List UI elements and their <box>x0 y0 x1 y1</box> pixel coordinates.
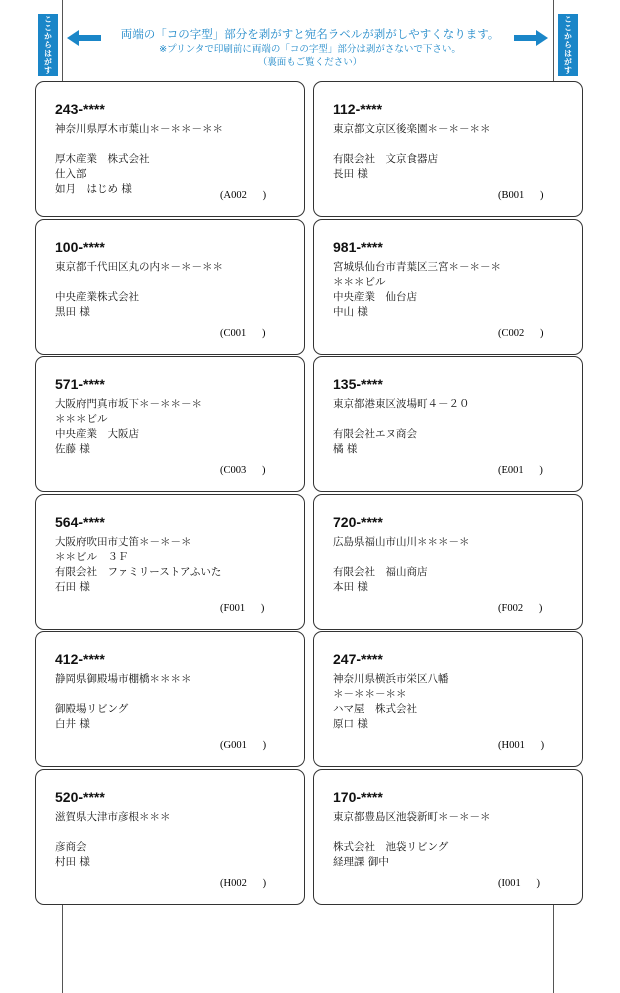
customer-code: (I001 ) <box>498 878 540 889</box>
address-line: ハマ屋 株式会社 <box>333 703 417 716</box>
address-line: 有限会社 ファミリーストアふいた <box>55 565 222 578</box>
address-line: 仕入部 <box>55 168 87 180</box>
customer-code: (C003 ) <box>220 465 266 477</box>
postal-code: 412-**** <box>55 651 105 668</box>
address-lines <box>333 810 491 870</box>
address-line: 東京都港東区波場町４－２０ <box>333 398 470 411</box>
address-label[interactable] <box>313 219 583 355</box>
customer-code: (H002 ) <box>220 878 267 889</box>
postal-code: 243-**** <box>55 101 105 117</box>
address-lines <box>55 535 221 595</box>
address-line: 中央産業 仙台店 <box>333 290 417 303</box>
postal-code: 135-**** <box>333 376 383 393</box>
peel-here-tab-left: ここからはがす <box>38 14 58 76</box>
address-label[interactable] <box>313 631 583 767</box>
address-line <box>333 825 491 840</box>
address-line: 有限会社 福山商店 <box>333 565 428 578</box>
address-line: 橘 様 <box>333 443 358 456</box>
address-label[interactable] <box>35 356 305 492</box>
address-line: 滋賀県大津市彦根＊＊＊ <box>55 811 171 823</box>
address-lines <box>333 122 491 182</box>
address-line: 東京都豊島区池袋新町＊－＊－＊ <box>333 811 491 823</box>
peel-strip-edge <box>62 0 63 82</box>
address-line: 宮城県仙台市青葉区三宮＊－＊－＊ <box>333 260 501 273</box>
address-line <box>55 275 223 290</box>
address-line: 本田 様 <box>333 580 368 593</box>
customer-code: (H001 ) <box>498 740 545 752</box>
address-line: 中央産業 大阪店 <box>55 428 139 441</box>
address-line: 黒田 様 <box>55 305 90 318</box>
address-line: ＊＊ビル ３Ｆ <box>55 550 129 563</box>
address-line <box>55 825 171 840</box>
address-line: 御殿場リビング <box>55 703 129 716</box>
address-line: 長田 様 <box>333 168 368 180</box>
address-label[interactable] <box>313 769 583 905</box>
address-lines <box>333 260 501 320</box>
address-line: 有限会社 文京食器店 <box>333 153 438 165</box>
customer-code: (E001 ) <box>498 465 543 477</box>
postal-code: 981-**** <box>333 238 383 255</box>
address-lines <box>55 260 223 320</box>
postal-code: 720-**** <box>333 513 383 530</box>
postal-code: 112-**** <box>333 101 383 117</box>
address-lines <box>55 672 192 732</box>
address-lines <box>55 122 223 197</box>
address-label[interactable] <box>35 494 305 630</box>
address-lines <box>333 672 449 732</box>
customer-code: (A002 ) <box>220 190 267 201</box>
address-line: 彦商会 <box>55 841 87 853</box>
address-label[interactable] <box>313 356 583 492</box>
address-line: 村田 様 <box>55 856 90 868</box>
address-line: 如月 はじめ 様 <box>55 183 132 195</box>
address-line: 神奈川県厚木市葉山＊－＊＊－＊＊ <box>55 123 223 135</box>
customer-code: (F002 ) <box>498 602 543 614</box>
print-warning: ※プリンタで印刷前に両端の「コの字型」部分は剥がさないで下さい。 <box>159 44 461 55</box>
address-line: 大阪府吹田市丈笛＊－＊－＊ <box>55 535 192 548</box>
postal-code: 100-**** <box>55 238 105 255</box>
address-line: 白井 様 <box>55 718 90 731</box>
postal-code: 571-**** <box>55 376 105 393</box>
peel-instruction: 両端の「コの字型」部分を剥がすと宛名ラベルが剥がしやすくなります。 <box>120 27 500 41</box>
customer-code: (C001 ) <box>220 327 266 339</box>
address-lines <box>55 810 171 870</box>
address-line: 経理課 御中 <box>333 856 389 868</box>
peel-strip-edge <box>553 905 554 993</box>
address-label[interactable] <box>35 219 305 355</box>
address-line <box>55 687 192 702</box>
address-line: 東京都千代田区丸の内＊－＊－＊＊ <box>55 260 223 273</box>
address-line: ＊＊＊ビル <box>333 275 386 288</box>
postal-code: 247-**** <box>333 651 383 668</box>
address-label[interactable] <box>313 81 583 217</box>
peel-strip-edge <box>553 0 554 82</box>
address-label[interactable] <box>313 494 583 630</box>
customer-code: (G001 ) <box>220 740 267 752</box>
address-line: 東京都文京区後楽園＊－＊－＊＊ <box>333 123 491 135</box>
peel-here-tab-right: ここからはがす <box>558 14 578 76</box>
address-line: 静岡県御殿場市棚橋＊＊＊＊ <box>55 673 192 686</box>
peel-strip-edge <box>62 905 63 993</box>
address-lines <box>333 397 470 457</box>
address-line: 大阪府門真市坂下＊－＊＊－＊ <box>55 398 202 411</box>
address-line <box>333 137 491 152</box>
address-line: ＊－＊＊－＊＊ <box>333 688 407 701</box>
address-line <box>333 412 470 427</box>
address-line: 佐藤 様 <box>55 443 90 456</box>
address-lines <box>333 535 470 595</box>
address-label[interactable] <box>35 631 305 767</box>
address-line: 中山 様 <box>333 305 368 318</box>
address-label[interactable] <box>35 81 305 217</box>
address-line: 有限会社エヌ商会 <box>333 428 417 441</box>
postal-code: 170-**** <box>333 789 383 805</box>
address-line: 石田 様 <box>55 580 90 593</box>
address-line <box>333 550 470 565</box>
address-line: 広島県福山市山川＊＊＊－＊ <box>333 535 470 548</box>
customer-code: (F001 ) <box>220 602 265 614</box>
address-line: 神奈川県横浜市栄区八幡 <box>333 673 449 686</box>
postal-code: 564-**** <box>55 513 105 530</box>
address-label[interactable] <box>35 769 305 905</box>
address-line <box>55 137 223 152</box>
customer-code: (B001 ) <box>498 190 544 201</box>
address-lines <box>55 397 202 457</box>
customer-code: (C002 ) <box>498 327 544 339</box>
postal-code: 520-**** <box>55 789 105 805</box>
see-reverse-note: （裏面もご覧ください） <box>257 57 363 68</box>
address-line: 原口 様 <box>333 718 368 731</box>
address-line: 中央産業株式会社 <box>55 290 139 303</box>
address-line: 厚木産業 株式会社 <box>55 153 150 165</box>
address-line: ＊＊＊ビル <box>55 413 108 426</box>
address-line: 株式会社 池袋リビング <box>333 841 449 853</box>
